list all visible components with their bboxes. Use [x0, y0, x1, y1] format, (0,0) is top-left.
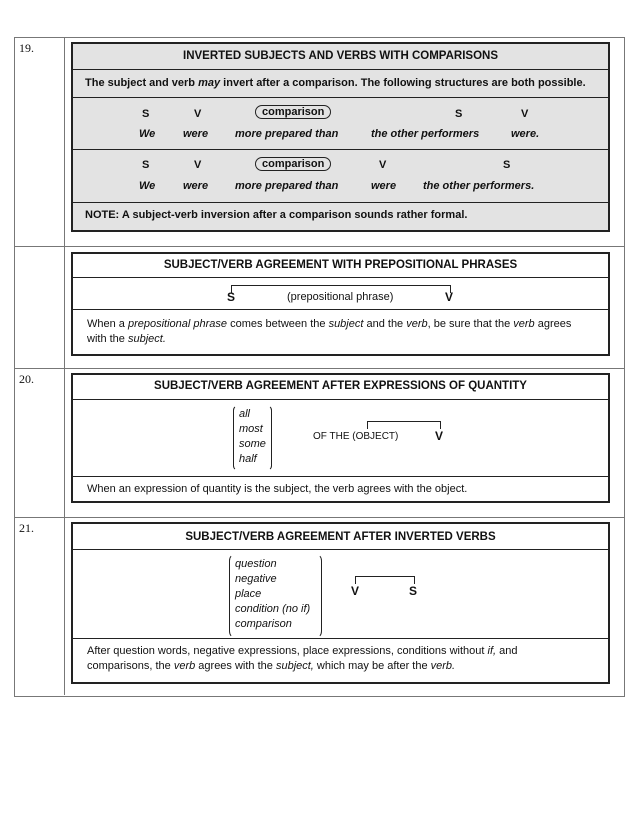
- row-number-21: 21.: [19, 521, 34, 535]
- prepositional-phrase-label: (prepositional phrase): [287, 291, 394, 303]
- agreement-bracket: [355, 576, 415, 584]
- label-v: V: [445, 290, 454, 304]
- comparison-pill: comparison: [255, 106, 331, 118]
- word-comparison: more prepared than: [235, 180, 339, 192]
- list-item: most: [239, 423, 263, 435]
- rule-text: After question words, negative expressions, place expressions, conditions without if, and comparisons, the verb agrees with the subject, which may be after the verb.: [87, 645, 518, 672]
- right-paren: [311, 554, 322, 638]
- word-were: were: [371, 180, 397, 192]
- agreement-bracket: [367, 421, 441, 429]
- inverted-comparisons-box: [71, 42, 610, 232]
- label-v: V: [194, 108, 202, 120]
- box-title: SUBJECT/VERB AGREEMENT WITH PREPOSITIONAL PHRASES: [163, 259, 518, 271]
- list-item: place: [235, 588, 262, 600]
- label-v: V: [351, 584, 360, 598]
- label-s: S: [142, 159, 150, 171]
- box-title: INVERTED SUBJECTS AND VERBS WITH COMPARISONS: [183, 50, 498, 62]
- word-other-performers: the other performers: [371, 128, 480, 140]
- note-text: NOTE: A subject-verb inversion after a comparison sounds rather formal.: [85, 209, 468, 221]
- inverted-verbs-box: [71, 522, 610, 684]
- list-item: all: [239, 408, 251, 420]
- rule-text: When an expression of quantity is the subject, the verb agrees with the object.: [87, 483, 468, 495]
- row-divider: [14, 246, 625, 247]
- number-column-divider: [64, 37, 65, 695]
- box-title: SUBJECT/VERB AGREEMENT AFTER INVERTED VERBS: [185, 531, 496, 543]
- list-item: some: [239, 438, 266, 450]
- list-item: condition (no if): [235, 603, 311, 615]
- list-item: comparison: [235, 618, 292, 630]
- row-divider: [14, 368, 625, 369]
- box-title: SUBJECT/VERB AGREEMENT AFTER EXPRESSIONS OF QUANTITY: [154, 380, 527, 392]
- word-other-performers: the other performers.: [423, 180, 535, 192]
- rule-text: When a prepositional phrase comes between the subject and the verb, be sure that the verb agrees with the subject.: [87, 318, 572, 345]
- word-were: were: [183, 180, 209, 192]
- label-s: S: [142, 108, 150, 120]
- word-were: were.: [511, 128, 540, 140]
- label-s: S: [455, 108, 463, 120]
- inversion-list: [235, 557, 310, 632]
- list-item: half: [239, 453, 257, 465]
- label-s: S: [503, 159, 511, 171]
- label-v: V: [521, 108, 529, 120]
- label-s: S: [227, 290, 236, 304]
- quantity-box: [71, 373, 610, 503]
- of-the-object-label: OF THE (OBJECT): [313, 431, 399, 442]
- row-number-19: 19.: [19, 41, 34, 55]
- list-item: negative: [235, 573, 277, 585]
- label-v: V: [435, 429, 444, 443]
- list-item: question: [235, 558, 277, 570]
- word-comparison: more prepared than: [235, 128, 339, 140]
- intro-text: The subject and verb may invert after a comparison. The following structures are both possible.: [85, 77, 586, 89]
- word-we: We: [139, 128, 156, 140]
- prepositional-phrases-box: [71, 252, 610, 356]
- row-number-20: 20.: [19, 372, 34, 386]
- comparison-pill: comparison: [255, 158, 331, 170]
- label-v: V: [194, 159, 202, 171]
- row-divider: [14, 517, 625, 518]
- label-v: V: [379, 159, 387, 171]
- word-were: were: [183, 128, 209, 140]
- label-s: S: [409, 584, 418, 598]
- word-we: We: [139, 180, 156, 192]
- quantity-list: [239, 407, 266, 467]
